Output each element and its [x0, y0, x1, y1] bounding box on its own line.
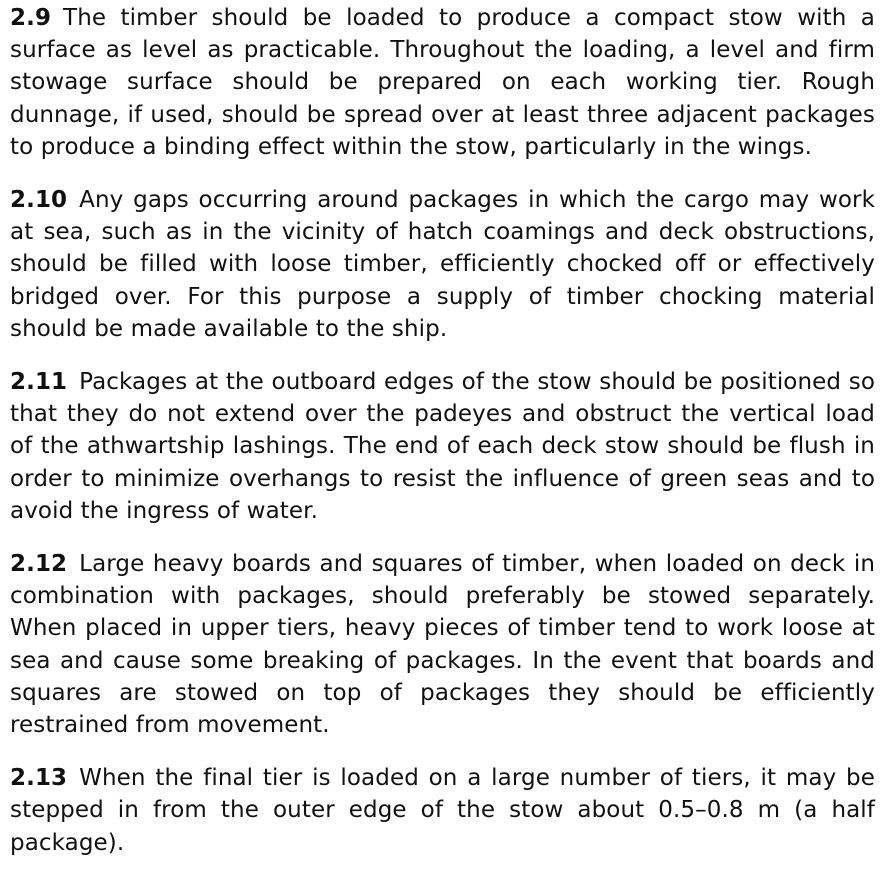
paragraph-2-13 [10, 762, 875, 859]
paragraph-2-12 [10, 548, 875, 741]
paragraph-text: The timber should be loaded to produce a compact stow with a surface as level as practicable. Throughout the loading, a level and firm stowage surface should be prepared on each working tier. Rough dunnage, if used, should be spread over at least three adjacent packages to produce a binding effect within the stow, particularly in the wings. [10, 5, 875, 160]
document-page [10, 2, 875, 880]
paragraph-2-11 [10, 366, 875, 527]
paragraph-text: Any gaps occurring around packages in which the cargo may work at sea, such as in the vicinity of hatch coamings and deck obstructions, should be filled with loose timber, efficiently chocked off or effectively bridged over. For this purpose a supply of timber chocking material should be made available to the ship. [10, 187, 875, 342]
paragraph-number: 2.10 [10, 187, 68, 214]
paragraph-number: 2.12 [10, 551, 68, 578]
paragraph-text: Large heavy boards and squares of timber, when loaded on deck in combination with packages, should preferably be stowed separately. When placed in upper tiers, heavy pieces of timber tend to work loose at sea and cause some breaking of packages. In the event that boards and squares are stowed on top of packages they should be efficiently restrained from movement. [10, 551, 875, 739]
paragraph-number: 2.9 [10, 5, 52, 31]
paragraph-text: Packages at the outboard edges of the stow should be positioned so that they do not extend over the padeyes and obstruct the vertical load of the athwartship lashings. The end of each deck stow should be flush in order to minimize overhangs to resist the influence of green seas and to avoid the ingress of water. [10, 369, 875, 524]
paragraph-2-10 [10, 184, 875, 345]
paragraph-text: When the final tier is loaded on a large number of tiers, it may be stepped in from the outer edge of the stow about 0.5–0.8 m (a half package). [10, 765, 875, 856]
paragraph-2-9 [10, 2, 875, 163]
paragraph-number: 2.13 [10, 765, 68, 792]
paragraph-number: 2.11 [10, 369, 68, 396]
